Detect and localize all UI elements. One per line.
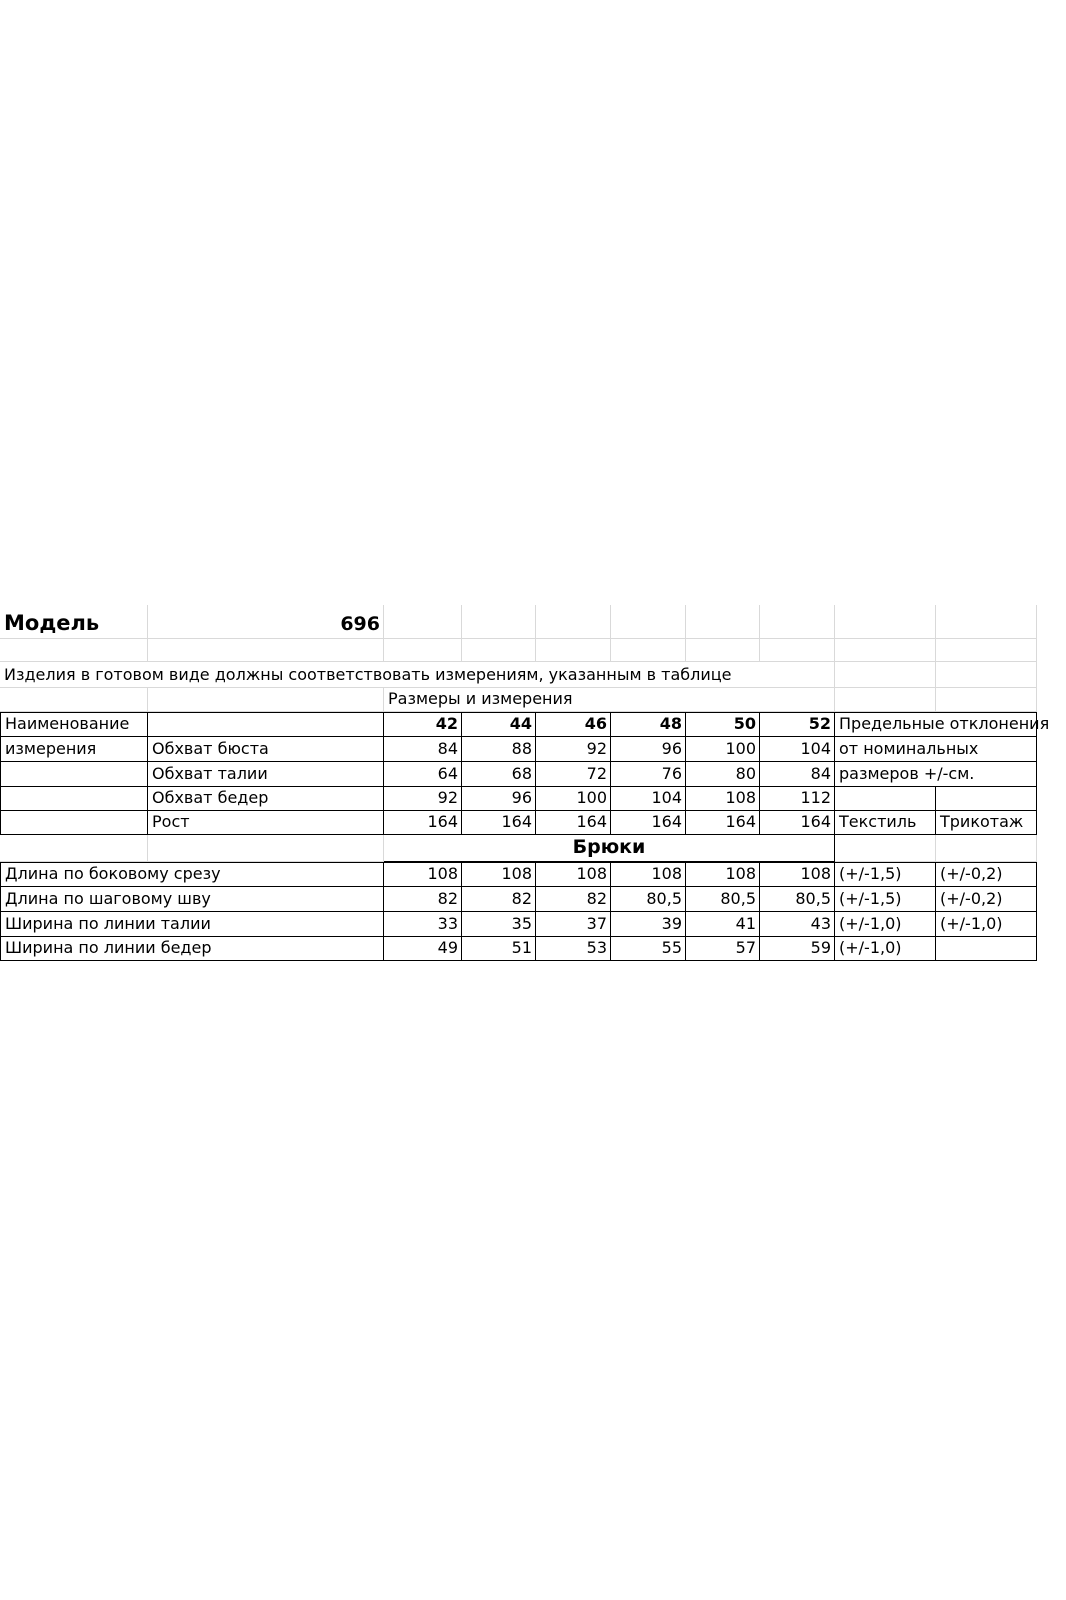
empty-cell	[936, 639, 1037, 662]
empty-cell	[0, 835, 148, 862]
empty-cell	[148, 688, 384, 712]
empty-cell	[148, 639, 384, 662]
empty-cell	[148, 835, 384, 862]
body-row-value-text: 164	[427, 812, 458, 831]
product-row-value	[760, 912, 835, 937]
product-row-value-text: 82	[586, 889, 607, 908]
empty-cell	[936, 835, 1037, 862]
body-row-value-text: 96	[511, 788, 532, 807]
body-row-label	[148, 737, 384, 762]
body-row-value-text: 104	[651, 788, 682, 807]
body-row-value	[611, 811, 686, 835]
empty-cell	[835, 835, 936, 862]
product-row-value	[536, 887, 611, 912]
product-row-knit	[936, 887, 1037, 912]
product-row-value	[384, 887, 462, 912]
empty-cell	[462, 639, 536, 662]
product-row-label-text: Длина по боковому срезу	[5, 864, 221, 883]
product-row-value	[760, 937, 835, 961]
product-row-value-text: 55	[661, 938, 682, 957]
product-row-value	[384, 912, 462, 937]
product-row-value	[536, 937, 611, 961]
empty-cell	[835, 688, 936, 712]
product-row-value-text: 108	[501, 864, 532, 883]
empty-cell	[611, 639, 686, 662]
product-row-value-text: 43	[810, 914, 831, 933]
deviation-header-1	[835, 712, 1050, 737]
model-number-text: 696	[340, 613, 380, 635]
size-header-44	[462, 712, 536, 737]
size-header-50	[686, 712, 760, 737]
body-row-value	[686, 762, 760, 787]
product-row-value-text: 57	[735, 938, 756, 957]
body-row-value-text: 64	[437, 764, 458, 783]
sizes-header-text: Размеры и измерения	[388, 689, 573, 708]
body-row-value	[462, 787, 536, 811]
empty-cell	[835, 605, 936, 639]
body-row-value-text: 100	[725, 739, 756, 758]
product-row-value-text: 82	[437, 889, 458, 908]
product-row-textile	[835, 887, 936, 912]
body-row-label	[148, 787, 384, 811]
product-row-textile-text: (+/-1,5)	[839, 889, 902, 908]
empty-cell	[611, 605, 686, 639]
product-row-value-text: 80,5	[795, 889, 831, 908]
empty-cell	[936, 688, 1037, 712]
empty-cell	[148, 712, 384, 737]
empty-cell	[835, 787, 936, 811]
product-row-value-text: 108	[427, 864, 458, 883]
body-row-value	[611, 787, 686, 811]
product-row-value	[462, 937, 536, 961]
body-row-value-text: 84	[437, 739, 458, 758]
product-row-label	[0, 912, 384, 937]
body-row-value-text: 164	[576, 812, 607, 831]
body-row-value-text: 100	[576, 788, 607, 807]
deviation-header-2-text: от номинальных	[839, 739, 979, 758]
size-header-52-text: 52	[808, 714, 831, 733]
product-row-value	[462, 912, 536, 937]
body-row-value-text: 96	[661, 739, 682, 758]
product-row-value-text: 80,5	[646, 889, 682, 908]
empty-cell	[0, 639, 148, 662]
body-row-label	[148, 811, 384, 835]
product-row-value-text: 41	[735, 914, 756, 933]
body-row-value	[686, 811, 760, 835]
body-row-value-text: 84	[810, 764, 831, 783]
empty-cell	[384, 605, 462, 639]
body-row-value	[611, 762, 686, 787]
product-row-value	[611, 912, 686, 937]
product-row-value	[686, 912, 760, 937]
product-row-value	[611, 937, 686, 961]
body-row-value	[536, 811, 611, 835]
empty-cell	[384, 639, 462, 662]
body-row-value	[760, 737, 835, 762]
product-row-label	[0, 887, 384, 912]
product-row-value-text: 108	[725, 864, 756, 883]
product-row-textile	[835, 912, 936, 937]
deviation-header-3-text: размеров +/-см.	[839, 764, 975, 783]
product-row-knit	[936, 912, 1037, 937]
size-header-48-text: 48	[659, 714, 682, 733]
body-row-label-text: Рост	[152, 812, 190, 831]
body-row-label	[148, 762, 384, 787]
empty-cell	[0, 811, 148, 835]
deviation-header-3	[835, 762, 1037, 787]
body-row-value-text: 76	[661, 764, 682, 783]
product-row-value	[760, 862, 835, 887]
product-row-knit	[936, 937, 1037, 961]
body-row-value-text: 108	[725, 788, 756, 807]
body-row-value	[384, 811, 462, 835]
body-row-label-text: Обхват бедер	[152, 788, 269, 807]
product-row-knit-text: (+/-1,0)	[940, 914, 1003, 933]
product-row-value	[536, 912, 611, 937]
note-text	[0, 662, 835, 688]
empty-cell	[936, 605, 1037, 639]
body-row-label-text: Обхват талии	[152, 764, 268, 783]
size-header-48	[611, 712, 686, 737]
empty-cell	[536, 639, 611, 662]
product-row-textile-text: (+/-1,0)	[839, 914, 902, 933]
product-row-value	[611, 887, 686, 912]
product-row-value	[686, 887, 760, 912]
col-name-header	[0, 712, 148, 737]
size-header-50-text: 50	[733, 714, 756, 733]
col-name-header-2	[0, 737, 148, 762]
product-row-textile-text: (+/-1,0)	[839, 938, 902, 957]
section-title	[384, 835, 835, 862]
product-row-value-text: 33	[437, 914, 458, 933]
product-row-value-text: 51	[511, 938, 532, 957]
product-row-textile	[835, 937, 936, 961]
empty-cell	[0, 787, 148, 811]
empty-cell	[0, 688, 148, 712]
empty-cell	[0, 762, 148, 787]
product-row-label-text: Длина по шаговому шву	[5, 889, 211, 908]
fabric-knit	[936, 811, 1037, 835]
body-row-label-text: Обхват бюста	[152, 739, 269, 758]
body-row-value	[462, 762, 536, 787]
col-name-header-2-text: измерения	[5, 739, 97, 758]
body-row-value	[462, 811, 536, 835]
product-row-value	[384, 862, 462, 887]
body-row-value	[760, 762, 835, 787]
body-row-value-text: 92	[437, 788, 458, 807]
body-row-value-text: 88	[511, 739, 532, 758]
body-row-value-text: 72	[586, 764, 607, 783]
product-row-label	[0, 937, 384, 961]
empty-cell	[686, 639, 760, 662]
product-row-value-text: 108	[576, 864, 607, 883]
product-row-value-text: 108	[651, 864, 682, 883]
product-row-value-text: 82	[511, 889, 532, 908]
product-row-value-text: 35	[511, 914, 532, 933]
product-row-value	[686, 862, 760, 887]
product-row-textile	[835, 862, 936, 887]
product-row-value-text: 39	[661, 914, 682, 933]
product-row-knit-text: (+/-0,2)	[940, 889, 1003, 908]
empty-cell	[835, 662, 936, 688]
product-row-label	[0, 862, 384, 887]
body-row-value	[384, 762, 462, 787]
sizes-header	[384, 688, 835, 712]
empty-cell	[835, 639, 936, 662]
body-row-value	[536, 737, 611, 762]
empty-cell	[462, 605, 536, 639]
body-row-value-text: 68	[511, 764, 532, 783]
size-header-52	[760, 712, 835, 737]
empty-cell	[686, 605, 760, 639]
body-row-value	[536, 762, 611, 787]
body-row-value-text: 112	[800, 788, 831, 807]
body-row-value	[686, 737, 760, 762]
product-row-value-text: 49	[437, 938, 458, 957]
body-row-value	[462, 737, 536, 762]
body-row-value-text: 164	[651, 812, 682, 831]
body-row-value-text: 80	[735, 764, 756, 783]
col-name-header-text: Наименование	[5, 714, 130, 733]
product-row-value-text: 80,5	[720, 889, 756, 908]
product-row-value-text: 59	[810, 938, 831, 957]
deviation-header-2	[835, 737, 1037, 762]
body-row-value	[760, 787, 835, 811]
model-label-text: Модель	[4, 611, 100, 635]
deviation-header-1-text: Предельные отклонения	[839, 714, 1050, 733]
body-row-value-text: 164	[501, 812, 532, 831]
model-label	[0, 605, 148, 639]
note-text-text: Изделия в готовом виде должны соответствовать измерениям, указанным в таблице	[4, 665, 732, 684]
product-row-label-text: Ширина по линии талии	[5, 914, 211, 933]
product-row-knit-text: (+/-0,2)	[940, 864, 1003, 883]
body-row-value	[384, 737, 462, 762]
body-row-value	[611, 737, 686, 762]
size-header-46	[536, 712, 611, 737]
product-row-value	[384, 937, 462, 961]
product-row-value-text: 53	[586, 938, 607, 957]
product-row-value	[686, 937, 760, 961]
fabric-textile-text: Текстиль	[839, 812, 917, 831]
body-row-value	[384, 787, 462, 811]
product-row-label-text: Ширина по линии бедер	[5, 938, 212, 957]
product-row-value-text: 108	[800, 864, 831, 883]
empty-cell	[760, 639, 835, 662]
product-row-value-text: 37	[586, 914, 607, 933]
product-row-value	[462, 887, 536, 912]
product-row-value	[536, 862, 611, 887]
body-row-value-text: 164	[800, 812, 831, 831]
body-row-value	[760, 811, 835, 835]
section-title-text: Брюки	[572, 836, 646, 858]
body-row-value-text: 92	[586, 739, 607, 758]
size-header-46-text: 46	[584, 714, 607, 733]
body-row-value-text: 164	[725, 812, 756, 831]
empty-cell	[936, 662, 1037, 688]
size-header-42-text: 42	[435, 714, 458, 733]
product-row-value	[462, 862, 536, 887]
product-row-value	[611, 862, 686, 887]
body-row-value-text: 104	[800, 739, 831, 758]
size-header-42	[384, 712, 462, 737]
empty-cell	[760, 605, 835, 639]
product-row-textile-text: (+/-1,5)	[839, 864, 902, 883]
body-row-value	[686, 787, 760, 811]
product-row-value	[760, 887, 835, 912]
product-row-knit	[936, 862, 1037, 887]
model-number	[148, 605, 384, 639]
fabric-textile	[835, 811, 936, 835]
empty-cell	[936, 787, 1037, 811]
body-row-value	[536, 787, 611, 811]
fabric-knit-text: Трикотаж	[940, 812, 1024, 831]
empty-cell	[536, 605, 611, 639]
size-header-44-text: 44	[509, 714, 532, 733]
